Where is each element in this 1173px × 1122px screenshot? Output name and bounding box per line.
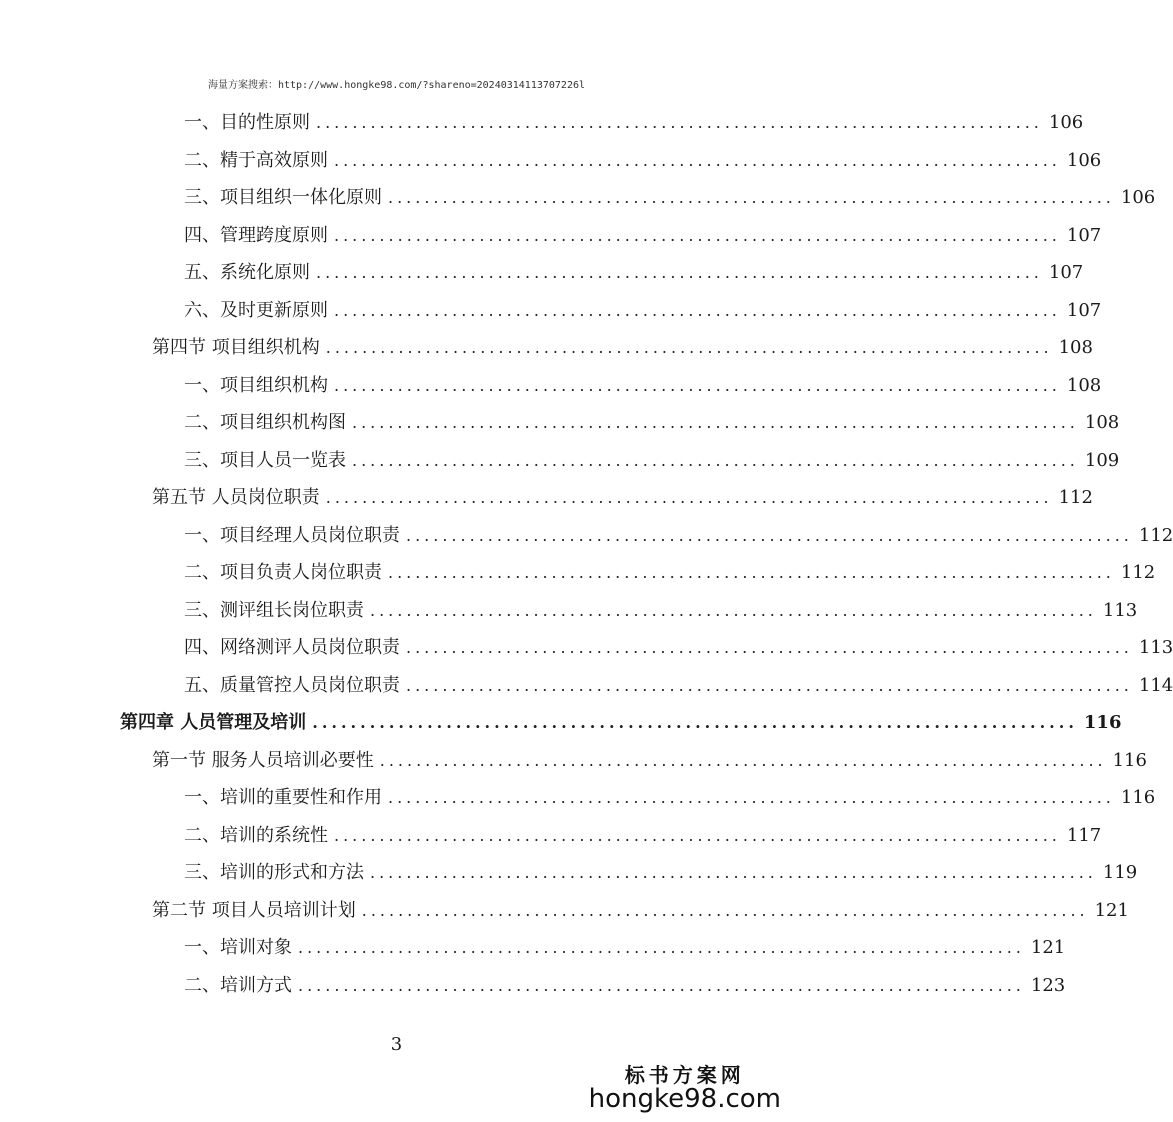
toc-leader-dots: ................................................................................ — [379, 750, 1107, 770]
toc-entry-label: 第四节 项目组织机构 — [152, 337, 320, 358]
toc-item-entry[interactable] — [184, 558, 1156, 584]
toc-entry-page: 108 — [1084, 412, 1120, 433]
toc-entry-label: 第四章 人员管理及培训 — [120, 712, 307, 733]
toc-item-entry[interactable] — [184, 858, 1138, 884]
toc-item-entry[interactable] — [184, 446, 1120, 472]
toc-entry-page: 116 — [1083, 712, 1122, 733]
toc-leader-dots: ................................................................................ — [298, 938, 1025, 957]
toc-entry-label: 三、项目组织一体化原则 — [184, 187, 382, 208]
toc-entry-label: 四、管理跨度原则 — [184, 224, 328, 246]
toc-entry-page: 117 — [1066, 824, 1102, 846]
toc-entry-label: 第一节 服务人员培训必要性 — [152, 749, 374, 771]
toc-leader-dots: ................................................................................ — [388, 788, 1115, 807]
toc-entry-page: 112 — [1120, 562, 1156, 583]
toc-item-entry[interactable] — [184, 821, 1102, 847]
toc-leader-dots: ................................................................................ — [406, 675, 1133, 695]
toc-entry-page: 106 — [1120, 187, 1156, 208]
toc-item-entry[interactable] — [184, 783, 1156, 809]
toc-leader-dots: ................................................................................ — [316, 263, 1043, 282]
toc-entry-page: 114 — [1138, 674, 1173, 696]
toc-leader-dots: ................................................................................ — [406, 638, 1133, 657]
toc-entry-label: 二、培训的系统性 — [184, 824, 328, 846]
toc-entry-page: 107 — [1048, 262, 1084, 283]
toc-section-entry[interactable] — [152, 896, 1129, 922]
toc-leader-dots: ................................................................................ — [298, 975, 1025, 995]
toc-item-entry[interactable] — [184, 971, 1066, 997]
toc-item-entry[interactable] — [184, 408, 1120, 434]
toc-item-entry[interactable] — [184, 221, 1102, 247]
toc-entry-page: 119 — [1102, 862, 1138, 883]
toc-item-entry[interactable] — [184, 521, 1173, 547]
toc-section-entry[interactable] — [152, 746, 1147, 772]
toc-entry-page: 123 — [1030, 974, 1066, 996]
toc-entry-label: 三、项目人员一览表 — [184, 449, 346, 471]
toc-item-entry[interactable] — [184, 371, 1102, 397]
toc-entry-page: 107 — [1066, 299, 1102, 321]
toc-entry-label: 一、培训对象 — [184, 937, 292, 958]
toc-leader-dots: ................................................................................ — [334, 375, 1061, 395]
toc-entry-page: 113 — [1102, 599, 1138, 621]
toc-entry-label: 五、质量管控人员岗位职责 — [184, 674, 400, 696]
toc-item-entry[interactable] — [184, 596, 1138, 622]
toc-leader-dots: ................................................................................ — [352, 450, 1079, 470]
toc-item-entry[interactable] — [184, 108, 1084, 134]
toc-item-entry[interactable] — [184, 633, 1173, 659]
toc-leader-dots: ................................................................................ — [370, 600, 1097, 620]
toc-leader-dots: ................................................................................ — [361, 900, 1089, 920]
toc-item-entry[interactable] — [184, 671, 1173, 697]
watermark-en-text: hongke98.com — [588, 1084, 781, 1114]
toc-leader-dots: ................................................................................ — [316, 113, 1043, 132]
toc-leader-dots: ................................................................................ — [352, 413, 1079, 432]
watermark-logo — [589, 1059, 781, 1114]
toc-leader-dots: ................................................................................ — [325, 488, 1053, 507]
toc-leader-dots: ................................................................................ — [312, 713, 1078, 732]
toc-item-entry[interactable] — [184, 183, 1156, 209]
toc-entry-page: 112 — [1058, 487, 1093, 508]
toc-entry-page: 106 — [1048, 112, 1084, 133]
toc-entry-page: 106 — [1066, 149, 1102, 171]
toc-item-entry[interactable] — [184, 933, 1066, 959]
toc-entry-page: 108 — [1058, 337, 1093, 358]
toc-entry-page: 107 — [1066, 224, 1102, 246]
toc-entry-label: 二、项目负责人岗位职责 — [184, 562, 382, 583]
toc-section-entry[interactable] — [152, 333, 1093, 359]
toc-entry-page: 112 — [1138, 524, 1173, 546]
toc-entry-label: 五、系统化原则 — [184, 262, 310, 283]
toc-entry-label: 二、精于高效原则 — [184, 149, 328, 171]
toc-leader-dots: ................................................................................ — [334, 825, 1061, 845]
toc-leader-dots: ................................................................................ — [334, 150, 1061, 170]
toc-entry-page: 109 — [1084, 449, 1120, 471]
toc-entry-label: 一、项目经理人员岗位职责 — [184, 524, 400, 546]
toc-entry-page: 113 — [1138, 637, 1173, 658]
toc-entry-label: 三、培训的形式和方法 — [184, 862, 364, 883]
toc-entry-label: 一、培训的重要性和作用 — [184, 787, 382, 808]
toc-section-entry[interactable] — [152, 483, 1093, 509]
toc-leader-dots: ................................................................................ — [406, 525, 1133, 545]
toc-entry-label: 第二节 项目人员培训计划 — [152, 899, 356, 921]
page-header-url: 海量方案搜索：http://www.hongke98.com/?shareno=20240314113707226l — [207, 80, 586, 91]
toc-entry-label: 三、测评组长岗位职责 — [184, 599, 364, 621]
toc-entry-page: 116 — [1120, 787, 1156, 808]
toc-entry-page: 121 — [1094, 899, 1129, 921]
toc-entry-label: 二、培训方式 — [184, 974, 292, 996]
toc-item-entry[interactable] — [184, 296, 1102, 322]
toc-leader-dots: ................................................................................ — [334, 300, 1061, 320]
toc-entry-page: 121 — [1030, 937, 1066, 958]
toc-entry-label: 第五节 人员岗位职责 — [152, 487, 320, 508]
toc-chapter-entry[interactable] — [120, 708, 1122, 734]
toc-leader-dots: ................................................................................ — [388, 188, 1115, 207]
toc-item-entry[interactable] — [184, 146, 1102, 172]
toc-leader-dots: ................................................................................ — [334, 225, 1061, 245]
toc-leader-dots: ................................................................................ — [388, 563, 1115, 582]
toc-leader-dots: ................................................................................ — [325, 338, 1053, 357]
toc-entry-page: 116 — [1112, 749, 1147, 771]
toc-entry-label: 一、目的性原则 — [184, 112, 310, 133]
toc-item-entry[interactable] — [184, 258, 1084, 284]
toc-entry-label: 一、项目组织机构 — [184, 374, 328, 396]
toc-entry-label: 六、及时更新原则 — [184, 299, 328, 321]
toc-leader-dots: ................................................................................ — [370, 863, 1097, 882]
toc-entry-label: 二、项目组织机构图 — [184, 412, 346, 433]
page-number: 3 — [390, 1034, 403, 1055]
toc-entry-page: 108 — [1066, 374, 1102, 396]
watermark-cn-text: 标书方案网 — [624, 1063, 745, 1087]
toc-entry-label: 四、网络测评人员岗位职责 — [184, 637, 400, 658]
